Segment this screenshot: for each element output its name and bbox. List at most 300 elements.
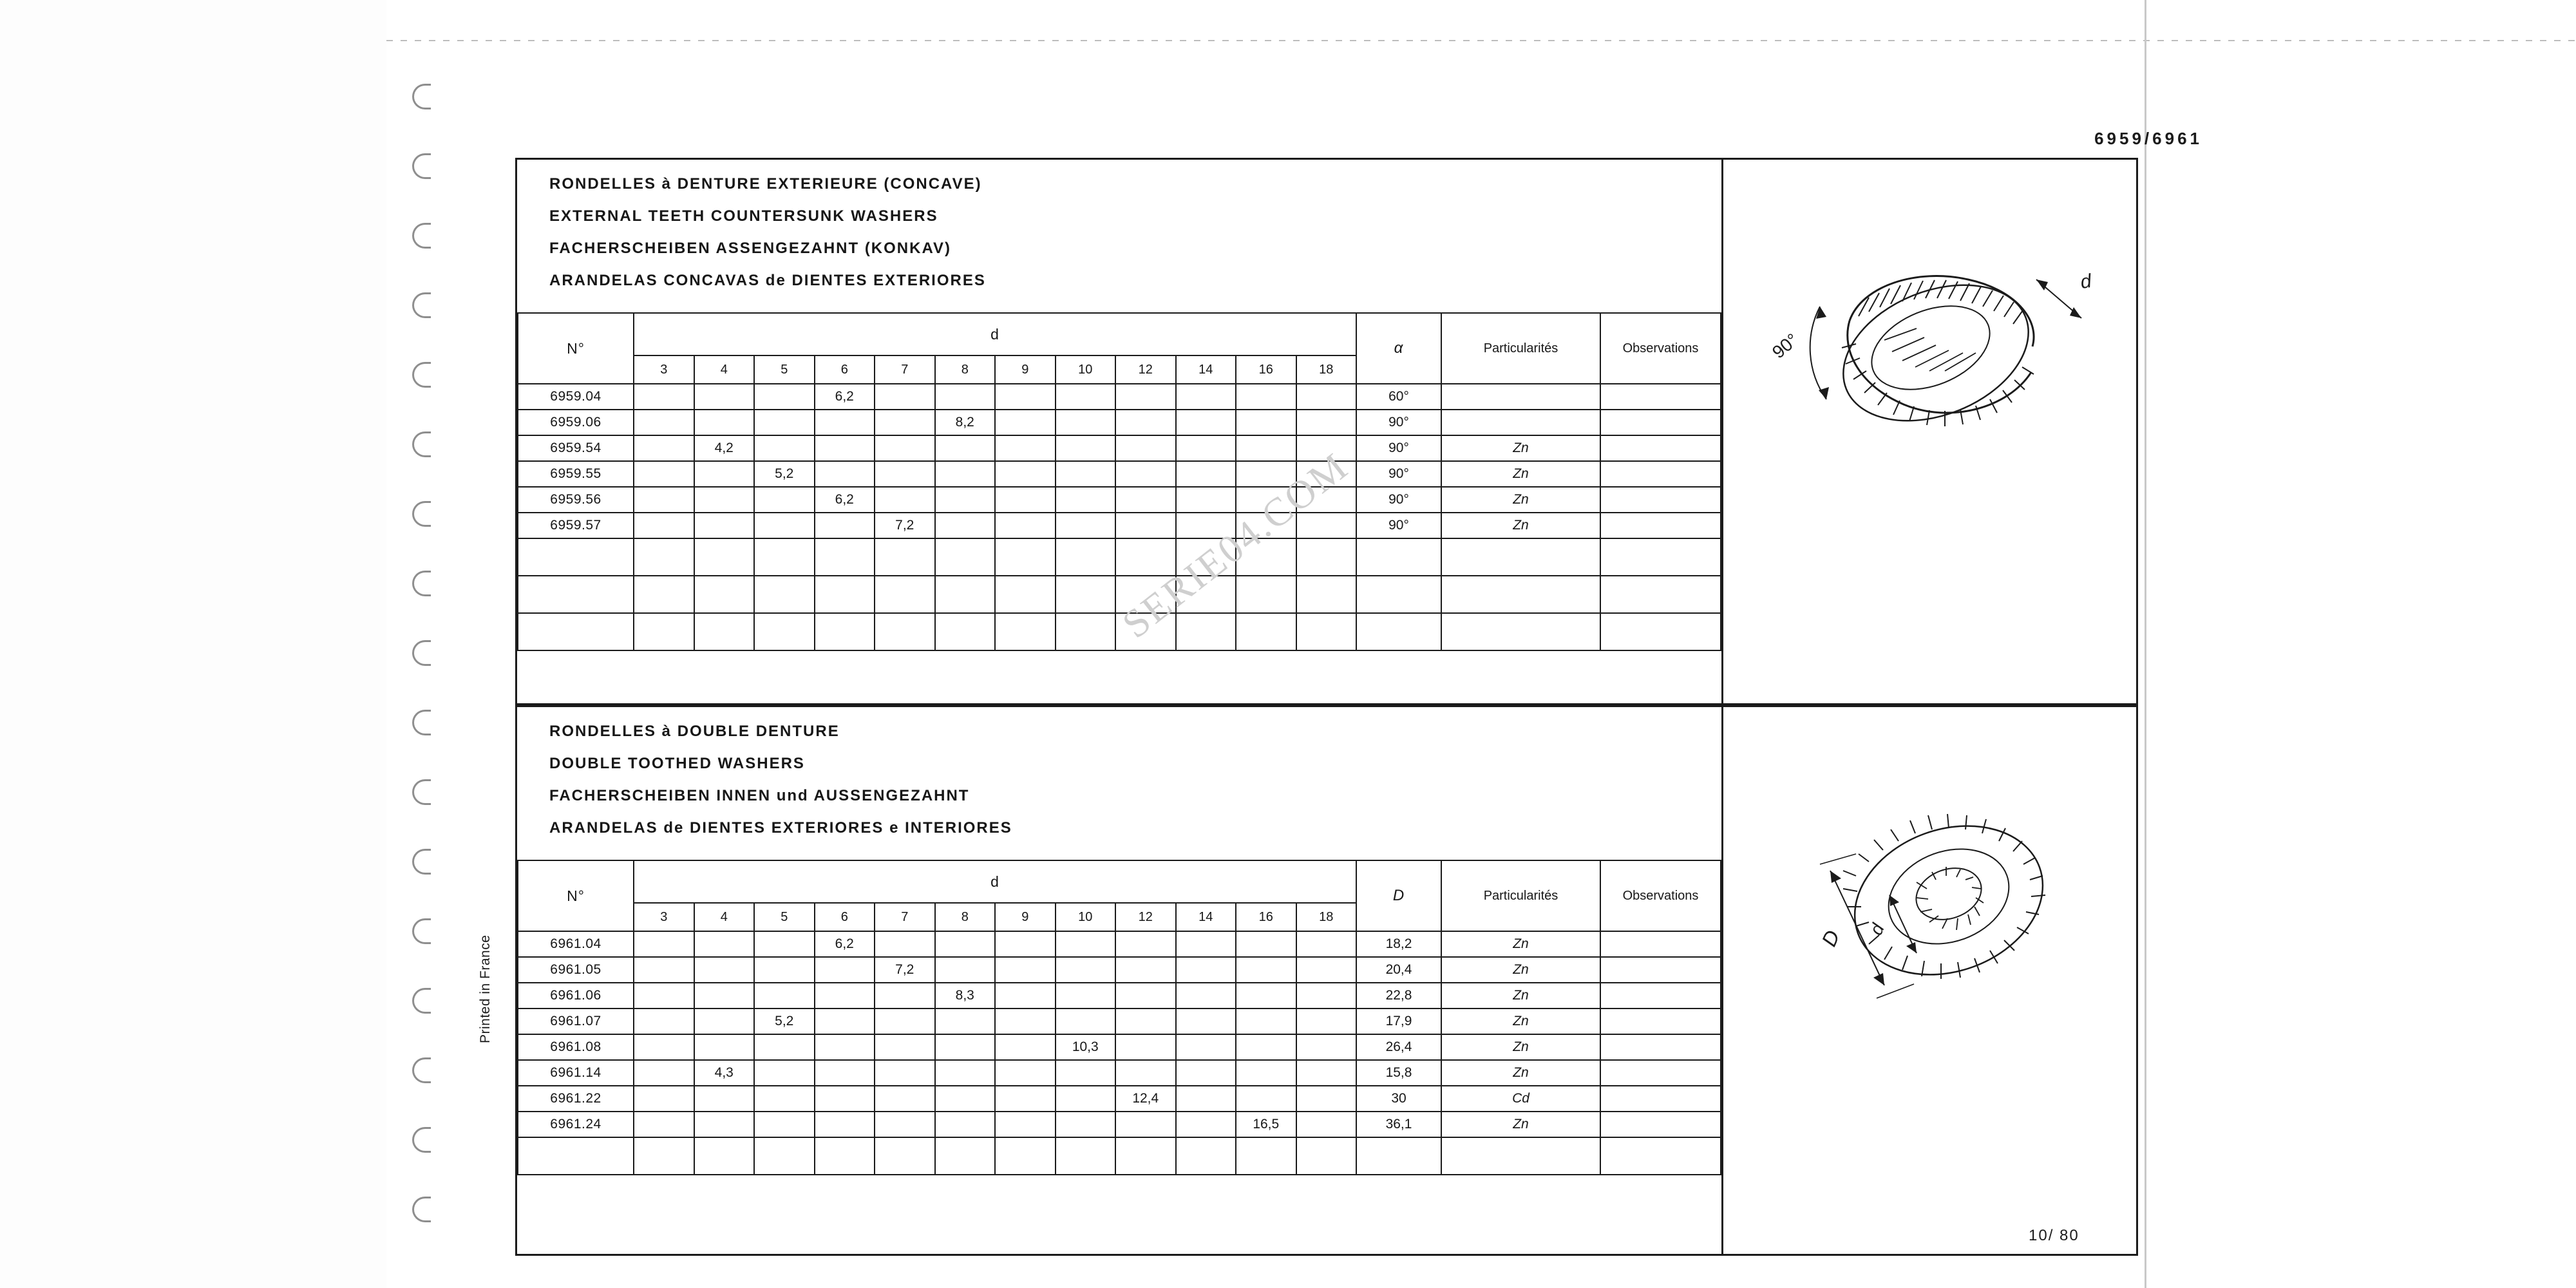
cell-empty <box>875 1137 935 1175</box>
title-line-de: FACHERSCHEIBEN ASSENGEZAHNT (KONKAV) <box>549 240 952 257</box>
cell-empty <box>875 576 935 613</box>
cell-d-14 <box>1176 1112 1236 1137</box>
cell-d-5 <box>754 931 815 957</box>
cell-particularites: Zn <box>1441 1112 1600 1137</box>
column-header-observations: Observations <box>1600 313 1721 384</box>
cell-d-16 <box>1236 983 1296 1009</box>
cell-particularites: Zn <box>1441 1034 1600 1060</box>
column-header-d-group: d <box>634 860 1356 903</box>
cell-empty <box>1600 1137 1721 1175</box>
binder-punch-hole <box>412 571 431 596</box>
cell-observations <box>1600 384 1721 410</box>
binder-punch-hole <box>412 640 431 666</box>
column-header-no: N° <box>518 860 634 931</box>
cell-d-5 <box>754 983 815 1009</box>
cell-part-number: 6961.24 <box>518 1112 634 1137</box>
cell-d-12 <box>1115 1034 1176 1060</box>
cell-d-8 <box>935 957 996 983</box>
column-header-d-18: 18 <box>1296 355 1357 384</box>
table-row <box>518 487 1721 513</box>
cell-empty <box>694 538 755 576</box>
spec-table-6959 <box>517 312 1721 651</box>
cell-d-16 <box>1236 957 1296 983</box>
cell-d-9 <box>995 1086 1056 1112</box>
column-header-d-10: 10 <box>1056 355 1116 384</box>
cell-last-dim: 90° <box>1356 487 1441 513</box>
cell-d-16 <box>1236 461 1296 487</box>
cell-d-6: 6,2 <box>815 384 875 410</box>
cell-d-7 <box>875 1112 935 1137</box>
table-row <box>518 957 1721 983</box>
cell-last-dim: 90° <box>1356 461 1441 487</box>
section-6961 <box>515 705 2138 1256</box>
table-row <box>518 931 1721 957</box>
table-row-empty <box>518 613 1721 650</box>
cell-d-12 <box>1115 1060 1176 1086</box>
cell-empty <box>1056 613 1116 650</box>
svg-text:d: d <box>1866 920 1888 938</box>
cell-d-3 <box>634 487 694 513</box>
cell-empty <box>518 538 634 576</box>
cell-observations <box>1600 461 1721 487</box>
cell-d-16 <box>1236 384 1296 410</box>
scan-left-margin <box>0 0 386 1288</box>
cell-d-18 <box>1296 931 1357 957</box>
cell-d-6 <box>815 461 875 487</box>
cell-particularites: Zn <box>1441 461 1600 487</box>
cell-empty <box>815 613 875 650</box>
table-row <box>518 435 1721 461</box>
cell-d-18 <box>1296 461 1357 487</box>
cell-empty <box>995 576 1056 613</box>
binder-punch-hole <box>412 1127 431 1153</box>
cell-empty <box>754 538 815 576</box>
cell-last-dim: 18,2 <box>1356 931 1441 957</box>
cell-empty <box>1115 576 1176 613</box>
cell-d-14 <box>1176 983 1236 1009</box>
title-line-es: ARANDELAS CONCAVAS de DIENTES EXTERIORES <box>549 272 986 289</box>
cell-d-6: 6,2 <box>815 487 875 513</box>
section-6961-titles <box>517 707 1721 853</box>
cell-d-4 <box>694 1112 755 1137</box>
cell-empty <box>815 1137 875 1175</box>
cell-d-18 <box>1296 983 1357 1009</box>
cell-d-3 <box>634 410 694 435</box>
cell-d-3 <box>634 1060 694 1086</box>
cell-d-7 <box>875 1060 935 1086</box>
double-toothed-washer-drawing <box>1723 707 2136 1254</box>
cell-observations <box>1600 487 1721 513</box>
cell-empty <box>1236 576 1296 613</box>
cell-d-7 <box>875 487 935 513</box>
cell-d-8 <box>935 1112 996 1137</box>
cell-d-4 <box>694 1009 755 1034</box>
cell-empty <box>1356 613 1441 650</box>
cell-d-3 <box>634 1086 694 1112</box>
cell-last-dim: 90° <box>1356 435 1441 461</box>
cell-part-number: 6961.07 <box>518 1009 634 1034</box>
cell-d-7 <box>875 931 935 957</box>
column-header-d-3: 3 <box>634 903 694 931</box>
title-line-de: FACHERSCHEIBEN INNEN und AUSSENGEZAHNT <box>549 787 970 804</box>
cell-empty <box>995 538 1056 576</box>
column-header-d-12: 12 <box>1115 903 1176 931</box>
cell-last-dim: 17,9 <box>1356 1009 1441 1034</box>
cell-d-12: 12,4 <box>1115 1086 1176 1112</box>
binder-punch-hole <box>412 988 431 1014</box>
cell-d-14 <box>1176 384 1236 410</box>
cell-empty <box>694 576 755 613</box>
external-teeth-countersunk-washer-drawing <box>1723 160 2136 703</box>
cell-d-10 <box>1056 384 1116 410</box>
cell-d-14 <box>1176 435 1236 461</box>
binder-punch-holes <box>412 84 438 1275</box>
cell-empty <box>1236 613 1296 650</box>
binder-punch-hole <box>412 362 431 388</box>
cell-d-14 <box>1176 461 1236 487</box>
cell-empty <box>1056 538 1116 576</box>
title-line-en: EXTERNAL TEETH COUNTERSUNK WASHERS <box>549 207 938 225</box>
cell-observations <box>1600 435 1721 461</box>
cell-d-7: 7,2 <box>875 513 935 538</box>
cell-empty <box>694 1137 755 1175</box>
column-header-d-9: 9 <box>995 903 1056 931</box>
cell-d-7 <box>875 410 935 435</box>
binder-punch-hole <box>412 292 431 318</box>
cell-empty <box>935 1137 996 1175</box>
cell-empty <box>1600 613 1721 650</box>
cell-d-6 <box>815 957 875 983</box>
column-header-d-9: 9 <box>995 355 1056 384</box>
cell-part-number: 6959.04 <box>518 384 634 410</box>
cell-d-3 <box>634 513 694 538</box>
column-header-d-6: 6 <box>815 903 875 931</box>
cell-observations <box>1600 983 1721 1009</box>
column-header-d-7: 7 <box>875 355 935 384</box>
cell-observations <box>1600 1034 1721 1060</box>
cell-d-9 <box>995 513 1056 538</box>
cell-d-8: 8,2 <box>935 410 996 435</box>
cell-part-number: 6959.54 <box>518 435 634 461</box>
column-header-d-8: 8 <box>935 355 996 384</box>
cell-d-18 <box>1296 435 1357 461</box>
cell-d-6 <box>815 1060 875 1086</box>
cell-d-5 <box>754 1086 815 1112</box>
title-line-en: DOUBLE TOOTHED WASHERS <box>549 755 805 772</box>
cell-d-10 <box>1056 957 1116 983</box>
cell-observations <box>1600 410 1721 435</box>
cell-d-10 <box>1056 435 1116 461</box>
cell-observations <box>1600 931 1721 957</box>
cell-d-5 <box>754 435 815 461</box>
cell-d-5: 5,2 <box>754 461 815 487</box>
svg-text:90°: 90° <box>1768 329 1803 363</box>
cell-part-number: 6959.57 <box>518 513 634 538</box>
binder-punch-hole <box>412 779 431 805</box>
cell-d-8 <box>935 1034 996 1060</box>
column-header-d-6: 6 <box>815 355 875 384</box>
cell-empty <box>1296 613 1357 650</box>
cell-d-8 <box>935 435 996 461</box>
column-header-d-3: 3 <box>634 355 694 384</box>
cell-d-18 <box>1296 957 1357 983</box>
binder-punch-hole <box>412 84 431 109</box>
cell-d-5 <box>754 1112 815 1137</box>
column-header-d-group: d <box>634 313 1356 355</box>
cell-d-9 <box>995 435 1056 461</box>
cell-empty <box>815 576 875 613</box>
column-header-d-5: 5 <box>754 355 815 384</box>
cell-d-6 <box>815 1086 875 1112</box>
cell-d-18 <box>1296 513 1357 538</box>
cell-empty <box>634 1137 694 1175</box>
binder-punch-hole <box>412 1057 431 1083</box>
cell-d-7 <box>875 1086 935 1112</box>
column-header-particularites: Particularités <box>1441 313 1600 384</box>
column-header-d-4: 4 <box>694 355 755 384</box>
column-header-d-5: 5 <box>754 903 815 931</box>
cell-d-12 <box>1115 1112 1176 1137</box>
cell-observations <box>1600 1009 1721 1034</box>
cell-empty <box>1296 538 1357 576</box>
cell-empty <box>694 613 755 650</box>
cell-last-dim: 36,1 <box>1356 1112 1441 1137</box>
cell-d-12 <box>1115 513 1176 538</box>
cell-empty <box>634 576 694 613</box>
title-line-fr: RONDELLES à DOUBLE DENTURE <box>549 723 840 740</box>
cell-observations <box>1600 1060 1721 1086</box>
table-row <box>518 983 1721 1009</box>
cell-last-dim: 22,8 <box>1356 983 1441 1009</box>
cell-d-3 <box>634 983 694 1009</box>
cell-d-12 <box>1115 957 1176 983</box>
cell-empty <box>935 576 996 613</box>
cell-d-6 <box>815 983 875 1009</box>
cell-d-16 <box>1236 1034 1296 1060</box>
cell-empty <box>935 613 996 650</box>
table-row <box>518 410 1721 435</box>
cell-d-6 <box>815 1112 875 1137</box>
cell-d-16 <box>1236 1009 1296 1034</box>
cell-empty <box>1236 538 1296 576</box>
cell-last-dim: 26,4 <box>1356 1034 1441 1060</box>
cell-d-8 <box>935 1009 996 1034</box>
cell-d-16 <box>1236 435 1296 461</box>
cell-d-12 <box>1115 435 1176 461</box>
sheet-right-edge <box>2145 0 2146 1288</box>
cell-d-14 <box>1176 931 1236 957</box>
title-line-es: ARANDELAS de DIENTES EXTERIORES e INTERIORES <box>549 819 1012 837</box>
cell-d-6 <box>815 410 875 435</box>
cell-d-6 <box>815 435 875 461</box>
cell-empty <box>1356 538 1441 576</box>
cell-d-4 <box>694 487 755 513</box>
cell-observations <box>1600 957 1721 983</box>
cell-empty <box>875 538 935 576</box>
cell-d-10 <box>1056 487 1116 513</box>
cell-d-18 <box>1296 487 1357 513</box>
cell-d-5 <box>754 410 815 435</box>
cell-part-number: 6961.05 <box>518 957 634 983</box>
cell-empty <box>935 538 996 576</box>
svg-text:d: d <box>2079 270 2093 293</box>
cell-empty <box>1056 1137 1116 1175</box>
page-number: 10/ 80 <box>2029 1227 2079 1244</box>
table-row <box>518 1060 1721 1086</box>
cell-part-number: 6961.22 <box>518 1086 634 1112</box>
cell-d-5 <box>754 384 815 410</box>
cell-d-10 <box>1056 513 1116 538</box>
table-row <box>518 1112 1721 1137</box>
cell-d-10 <box>1056 1009 1116 1034</box>
cell-empty <box>995 613 1056 650</box>
binder-punch-hole <box>412 918 431 944</box>
cell-d-4 <box>694 384 755 410</box>
cell-d-10 <box>1056 931 1116 957</box>
cell-empty <box>1296 1137 1357 1175</box>
cell-empty <box>754 1137 815 1175</box>
cell-d-12 <box>1115 487 1176 513</box>
cell-d-3 <box>634 1009 694 1034</box>
cell-d-4 <box>694 410 755 435</box>
cell-empty <box>1600 576 1721 613</box>
cell-part-number: 6959.06 <box>518 410 634 435</box>
cell-empty <box>1056 576 1116 613</box>
cell-d-4 <box>694 983 755 1009</box>
cell-d-3 <box>634 931 694 957</box>
cell-d-18 <box>1296 1112 1357 1137</box>
cell-d-18 <box>1296 384 1357 410</box>
cell-empty <box>815 538 875 576</box>
cell-empty <box>634 613 694 650</box>
column-header-d-16: 16 <box>1236 903 1296 931</box>
cell-d-9 <box>995 1112 1056 1137</box>
cell-d-16 <box>1236 1086 1296 1112</box>
cell-d-9 <box>995 931 1056 957</box>
cell-d-8 <box>935 1086 996 1112</box>
cell-d-18 <box>1296 1060 1357 1086</box>
cell-d-4 <box>694 461 755 487</box>
cell-d-16 <box>1236 487 1296 513</box>
cell-empty <box>1176 613 1236 650</box>
column-header-last-dim: α <box>1356 313 1441 384</box>
cell-d-5 <box>754 957 815 983</box>
binder-punch-hole <box>412 710 431 735</box>
cell-d-14 <box>1176 487 1236 513</box>
cell-last-dim: 15,8 <box>1356 1060 1441 1086</box>
binder-punch-hole <box>412 223 431 249</box>
cell-d-16 <box>1236 1060 1296 1086</box>
cell-empty <box>1176 538 1236 576</box>
spec-table-6961 <box>517 860 1721 1175</box>
cell-d-16 <box>1236 513 1296 538</box>
column-header-last-dim: D <box>1356 860 1441 931</box>
table-row <box>518 384 1721 410</box>
cell-d-18 <box>1296 1086 1357 1112</box>
cell-particularites <box>1441 384 1600 410</box>
cell-d-4 <box>694 1034 755 1060</box>
table-row <box>518 461 1721 487</box>
cell-d-10 <box>1056 1060 1116 1086</box>
cell-d-7 <box>875 1009 935 1034</box>
cell-d-16: 16,5 <box>1236 1112 1296 1137</box>
title-line-fr: RONDELLES à DENTURE EXTERIEURE (CONCAVE) <box>549 175 982 193</box>
cell-d-10 <box>1056 461 1116 487</box>
page-header-code: 6959/6961 <box>2094 129 2202 148</box>
cell-d-3 <box>634 1034 694 1060</box>
table-row <box>518 1086 1721 1112</box>
cell-d-9 <box>995 957 1056 983</box>
cell-empty <box>1115 1137 1176 1175</box>
cell-empty <box>1176 576 1236 613</box>
scan-top-dashed-line <box>386 40 2576 41</box>
cell-particularites: Cd <box>1441 1086 1600 1112</box>
cell-d-9 <box>995 487 1056 513</box>
cell-d-6 <box>815 1034 875 1060</box>
cell-d-10 <box>1056 983 1116 1009</box>
cell-d-12 <box>1115 931 1176 957</box>
cell-d-6 <box>815 1009 875 1034</box>
column-header-no: N° <box>518 313 634 384</box>
cell-d-5: 5,2 <box>754 1009 815 1034</box>
column-header-d-8: 8 <box>935 903 996 931</box>
cell-d-8 <box>935 513 996 538</box>
cell-empty <box>1236 1137 1296 1175</box>
cell-d-3 <box>634 384 694 410</box>
cell-d-5 <box>754 1034 815 1060</box>
cell-d-14 <box>1176 513 1236 538</box>
cell-d-3 <box>634 1112 694 1137</box>
cell-d-8: 8,3 <box>935 983 996 1009</box>
table-row-empty <box>518 538 1721 576</box>
cell-d-5 <box>754 513 815 538</box>
column-header-d-10: 10 <box>1056 903 1116 931</box>
cell-empty <box>1356 1137 1441 1175</box>
cell-observations <box>1600 513 1721 538</box>
binder-punch-hole <box>412 849 431 875</box>
column-header-particularites: Particularités <box>1441 860 1600 931</box>
cell-d-6 <box>815 513 875 538</box>
watermark: SERIE04.COM <box>1114 444 1357 647</box>
table-row-empty <box>518 576 1721 613</box>
cell-particularites: Zn <box>1441 957 1600 983</box>
cell-d-3 <box>634 435 694 461</box>
cell-part-number: 6959.55 <box>518 461 634 487</box>
cell-part-number: 6961.08 <box>518 1034 634 1060</box>
cell-empty <box>1441 1137 1600 1175</box>
cell-d-4 <box>694 513 755 538</box>
section-6959 <box>515 158 2138 705</box>
cell-d-7 <box>875 983 935 1009</box>
cell-d-4 <box>694 1086 755 1112</box>
cell-particularites: Zn <box>1441 931 1600 957</box>
cell-particularites: Zn <box>1441 1009 1600 1034</box>
cell-empty <box>754 613 815 650</box>
cell-particularites: Zn <box>1441 513 1600 538</box>
printed-in-france-note: Printed in France <box>478 934 493 1043</box>
cell-d-16 <box>1236 410 1296 435</box>
svg-text:D: D <box>1817 927 1844 950</box>
cell-d-3 <box>634 461 694 487</box>
cell-d-12 <box>1115 384 1176 410</box>
cell-d-10 <box>1056 410 1116 435</box>
cell-d-9 <box>995 1034 1056 1060</box>
cell-last-dim: 90° <box>1356 410 1441 435</box>
column-header-d-16: 16 <box>1236 355 1296 384</box>
cell-empty <box>1296 576 1357 613</box>
cell-observations <box>1600 1112 1721 1137</box>
cell-d-3 <box>634 957 694 983</box>
